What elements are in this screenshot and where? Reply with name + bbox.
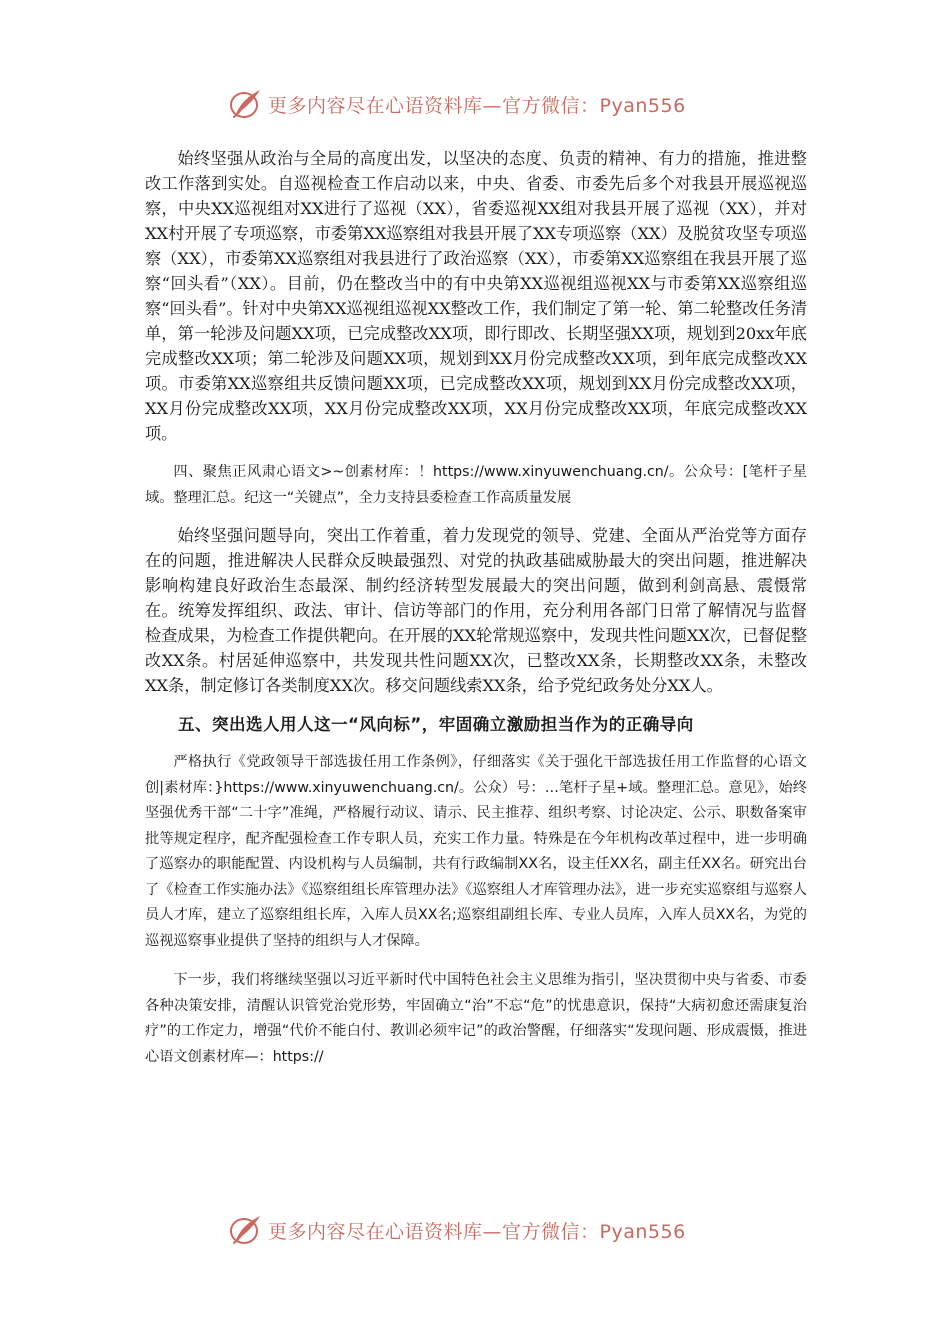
footer-watermark-banner <box>228 1210 728 1250</box>
feather-pen-icon <box>228 86 264 122</box>
section-heading-5: 五、突出选人用人这一“风向标”，牢固确立激励担当作为的正确导向 <box>178 715 694 734</box>
paragraph-cadre-selection: 严格执行《党政领导干部选拔任用工作条例》，仔细落实《关于强化干部选拔任用工作监督的心语文创|素材库：}https://www.xinyuwenchuang.cn/。公众）号：…笔杆子星+域。整理汇总。意见》，始终坚强优秀干部“二十字”准绳，严格履行动议、请示、民主推荐、组织考察、讨论决定、公示、职数备案审批等规定程序，配齐配强检查工作专职人员，充实工作力量。特殊是在今年机构改革过程中，进一步明确了巡察办的职能配置、内设机构与人员编制，共有行政编制XX名，设主任XX名，副主任XX名。研究出台了《检查工作实施办法》《巡察组组长库管理办法》《巡察组人才库管理办法》，进一步充实巡察组与巡察人员人才库，建立了巡察组组长库，入库人员XX名;巡察组副组长库、专业人员库，入库人员XX名，为党的巡视巡察事业提供了坚持的组织与人才保障。 <box>145 754 807 949</box>
watermark-text: 更多内容尽在心语资料库—官方微信：Pyan556 <box>268 1220 686 1243</box>
watermark-text: 更多内容尽在心语资料库—官方微信：Pyan556 <box>268 94 686 117</box>
section-heading-4: 四、聚焦正风肃心语文>~创素材库：！https://www.xinyuwenchuang.cn/。公众号：[笔杆子星域。整理汇总。纪这一“关键点”，全力支持县委检查工作高质量发展 <box>145 464 807 506</box>
document-body <box>145 146 807 1070</box>
paragraph-rectification-progress: 始终坚强从政治与全局的高度出发，以坚决的态度、负责的精神、有力的措施，推进整改工作落到实处。自巡视检查工作启动以来，中央、省委、市委先后多个对我县开展巡视巡察，中央XX巡视组对XX进行了巡视（XX），省委巡视XX组对我县开展了巡视（XX），并对XX村开展了专项巡察，市委第XX巡察组对我县开展了XX专项巡察（XX）及脱贫攻坚专项巡察（XX），市委第XX巡察组对我县进行了政治巡察（XX），市委第XX巡察组在我县开展了巡察“回头看”（XX）。目前，仍在整改当中的有中央第XX巡视组巡视XX与市委第XX巡察组巡察“回头看”。针对中央第XX巡视组巡视XX整改工作，我们制定了第一轮、第二轮整改任务清单，第一轮涉及问题XX项，已完成整改XX项，即行即改、长期坚强XX项，规划到20xx年底完成整改XX项；第二轮涉及问题XX项，规划到XX月份完成整改XX项，到年底完成整改XX项。市委第XX巡察组共反馈问题XX项，已完成整改XX项，规划到XX月份完成整改XX项，XX月份完成整改XX项，XX月份完成整改XX项，XX月份完成整改XX项，年底完成整改XX项。 <box>145 149 807 443</box>
paragraph-next-steps: 下一步，我们将继续坚强以习近平新时代中国特色社会主义思维为指引，坚决贯彻中央与省委、市委各种决策安排，清醒认识管党治党形势，牢固确立“治”不忘“危”的忧患意识，保持“大病初愈还需康复治疗”的工作定力，增强“代价不能白付、教训必须牢记”的政治警醒，仔细落实“发现问题、形成震慑，推进心语文创素材库—：https:// <box>145 972 807 1065</box>
header-watermark-banner <box>228 84 728 124</box>
feather-pen-icon <box>228 1212 264 1248</box>
paragraph-problem-orientation: 始终坚强问题导向，突出工作着重，着力发现党的领导、党建、全面从严治党等方面存在的问题，推进解决人民群众反映最强烈、对党的执政基础威胁最大的突出问题，推进解决影响构建良好政治生态最深、制约经济转型发展最大的突出问题，做到利剑高悬、震慑常在。统筹发挥组织、政法、审计、信访等部门的作用，充分利用各部门日常了解情况与监督检查成果，为检查工作提供靶向。在开展的XX轮常规巡察中，发现共性问题XX次，已督促整改XX条。村居延伸巡察中，共发现共性问题XX次，已整改XX条，长期整改XX条，未整改XX条，制定修订各类制度XX次。移交问题线索XX条，给予党纪政务处分XX人。 <box>145 526 807 695</box>
